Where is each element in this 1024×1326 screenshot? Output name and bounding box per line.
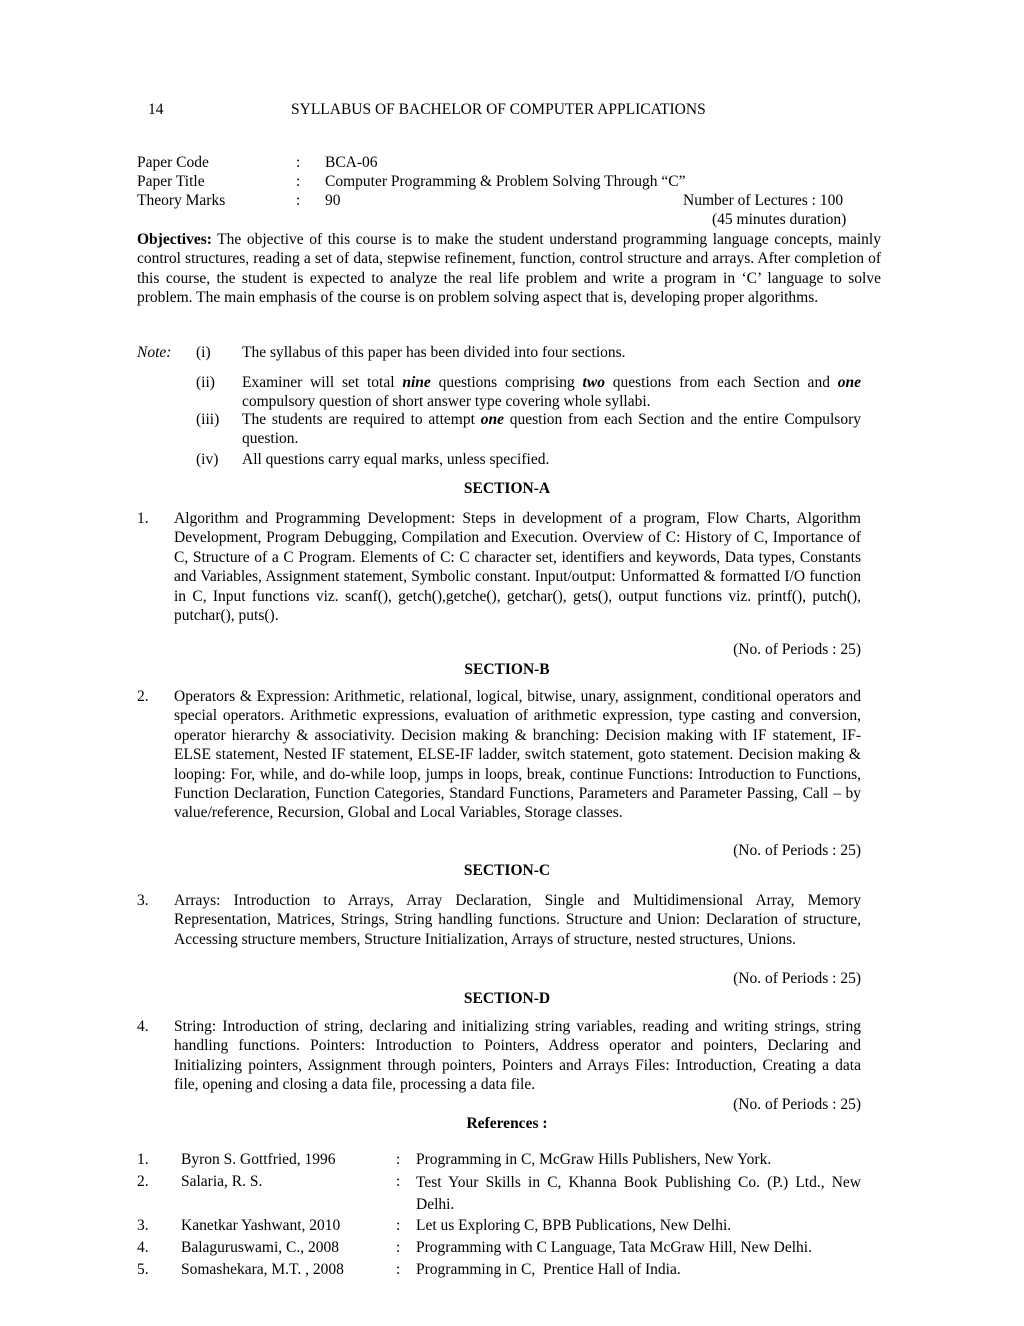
theory-marks-value: 90 xyxy=(325,192,341,209)
separator: : xyxy=(296,192,301,209)
note-item-text: The syllabus of this paper has been divided into four sections. xyxy=(242,344,626,361)
note-label: Note: xyxy=(137,344,172,361)
reference-work: Programming with C Language, Tata McGraw Hill, New Delhi. xyxy=(416,1239,812,1256)
objectives-paragraph xyxy=(137,230,881,308)
section-content: String: Introduction of string, declaring and initializing string variables, reading and writing strings, string handling functions. Pointers: Introduction to Pointers, Address operator and pointers, Declaring and Initializing pointers, Assignment through pointers, Pointers and Arrays Files: Introduction, Creating a data file, opening and closing a data file, processing a data file. xyxy=(174,1018,861,1094)
paper-code-label: Paper Code xyxy=(137,154,209,171)
references-heading: References : xyxy=(466,1115,548,1132)
page-number: 14 xyxy=(148,101,164,118)
note-emphasis: one xyxy=(480,411,504,428)
reference-work: Programming in C, McGraw Hills Publishers, New York. xyxy=(416,1151,772,1168)
note-item-number: (iv) xyxy=(196,451,219,468)
section-item-number: 4. xyxy=(137,1018,149,1035)
reference-separator: : xyxy=(396,1239,401,1256)
section-heading: SECTION-B xyxy=(464,661,550,678)
section-item-number: 1. xyxy=(137,510,149,527)
periods-count: (No. of Periods : 25) xyxy=(733,970,861,987)
reference-author: Kanetkar Yashwant, 2010 xyxy=(181,1217,341,1234)
lectures-count: Number of Lectures : 100 xyxy=(683,192,844,209)
separator: : xyxy=(296,154,301,171)
periods-count: (No. of Periods : 25) xyxy=(733,641,861,658)
reference-work: Let us Exploring C, BPB Publications, New Delhi. xyxy=(416,1217,732,1234)
section-content: Algorithm and Programming Development: Steps in development of a program, Flow Charts, Algorithm Development, Program Debugging, Compilation and Execution. Overview of C: History of C, Importance of C, Structure of a C Program. Elements of C: C character set, identifiers and keywords, Data types, Constants and Variables, Assignment statement, Symbolic constant. Input/output: Unformatted & formatted I/O function in C, Input functions viz. scanf(), getch(),getche(), getchar(), gets(), output functions viz. printf(), putch(), putchar(), puts(). xyxy=(174,510,861,625)
reference-number: 5. xyxy=(137,1261,149,1278)
reference-separator: : xyxy=(396,1217,401,1234)
note-text-part: The students are required to attempt xyxy=(242,411,481,428)
note-item-text xyxy=(242,410,861,448)
section-heading: SECTION-C xyxy=(463,862,551,879)
objectives-label: Objectives: xyxy=(137,231,212,248)
running-title: SYLLABUS OF BACHELOR OF COMPUTER APPLICATIONS xyxy=(291,101,706,118)
periods-count: (No. of Periods : 25) xyxy=(733,842,861,859)
paper-title-label: Paper Title xyxy=(137,173,205,190)
reference-separator: : xyxy=(396,1173,401,1190)
note-text-part: compulsory question of short answer type covering whole syllabi. xyxy=(242,393,651,410)
note-item-text xyxy=(242,373,861,411)
section-heading: SECTION-D xyxy=(463,990,551,1007)
reference-number: 2. xyxy=(137,1173,149,1190)
reference-work: Test Your Skills in C, Khanna Book Publishing Co. (P.) Ltd., New Delhi. xyxy=(416,1174,861,1213)
reference-separator: : xyxy=(396,1261,401,1278)
reference-author: Balaguruswami, C., 2008 xyxy=(181,1239,339,1256)
lecture-duration: (45 minutes duration) xyxy=(712,211,847,228)
objectives-text: The objective of this course is to make the student understand programming language concepts, mainly control structures, reading a set of data, stepwise refinement, function, control structure and arrays. After completion of this course, the student is expected to analyze the real life problem and write a program in ‘C’ language to solve problem. The main emphasis of the course is on problem solving aspect that is, developing proper algorithms. xyxy=(137,231,881,307)
reference-work: Programming in C, Prentice Hall of India. xyxy=(416,1261,681,1278)
note-item-number: (i) xyxy=(196,344,211,361)
note-emphasis: nine xyxy=(402,374,431,391)
reference-number: 4. xyxy=(137,1239,149,1256)
theory-marks-label: Theory Marks xyxy=(137,192,226,209)
periods-count: (No. of Periods : 25) xyxy=(733,1096,861,1113)
section-content: Operators & Expression: Arithmetic, relational, logical, bitwise, unary, assignment, conditional operators and special operators. Arithmetic expressions, evaluation of arithmetic expression, type casting and conversion, operator hierarchy & associativity. Decision making & branching: Decision making with IF statement, IF-ELSE statement, Nested IF statement, ELSE-IF ladder, switch statement, goto statement. Decision making & looping: For, while, and do-while loop, jumps in loops, break, continue Functions: Introduction to Functions, Function Declaration, Function Categories, Standard Functions, Parameters and Parameter Passing, Call – by value/reference, Recursion, Global and Local Variables, Storage classes. xyxy=(174,688,861,822)
note-text-part: questions comprising xyxy=(430,374,583,391)
note-text-part: questions from each Section and xyxy=(604,374,838,391)
note-emphasis: two xyxy=(582,374,605,391)
separator: : xyxy=(296,173,301,190)
note-text-part: Examiner will set total xyxy=(242,374,403,391)
paper-code-value: BCA-06 xyxy=(325,154,378,171)
note-item-number: (iii) xyxy=(196,411,220,428)
note-item-number: (ii) xyxy=(196,374,215,391)
reference-number: 3. xyxy=(137,1217,149,1234)
paper-title-value: Computer Programming & Problem Solving Through “C” xyxy=(325,173,686,190)
reference-author: Somashekara, M.T. , 2008 xyxy=(181,1261,344,1278)
reference-author: Byron S. Gottfried, 1996 xyxy=(181,1151,336,1168)
section-item-number: 3. xyxy=(137,892,149,909)
note-item-text: All questions carry equal marks, unless specified. xyxy=(242,451,550,468)
reference-separator: : xyxy=(396,1151,401,1168)
note-emphasis: one xyxy=(837,374,861,391)
section-item-number: 2. xyxy=(137,688,149,705)
section-content: Arrays: Introduction to Arrays, Array Declaration, Single and Multidimensional Array, Memory Representation, Matrices, Strings, String handling functions. Structure and Union: Declaration of structure, Accessing structure members, Structure Initialization, Arrays of structure, nested structures, Unions. xyxy=(174,892,861,948)
reference-author: Salaria, R. S. xyxy=(181,1173,263,1190)
note-text-part: question from each Section and the entire Compulsory question. xyxy=(242,411,861,447)
reference-number: 1. xyxy=(137,1151,149,1168)
section-heading: SECTION-A xyxy=(463,480,551,497)
